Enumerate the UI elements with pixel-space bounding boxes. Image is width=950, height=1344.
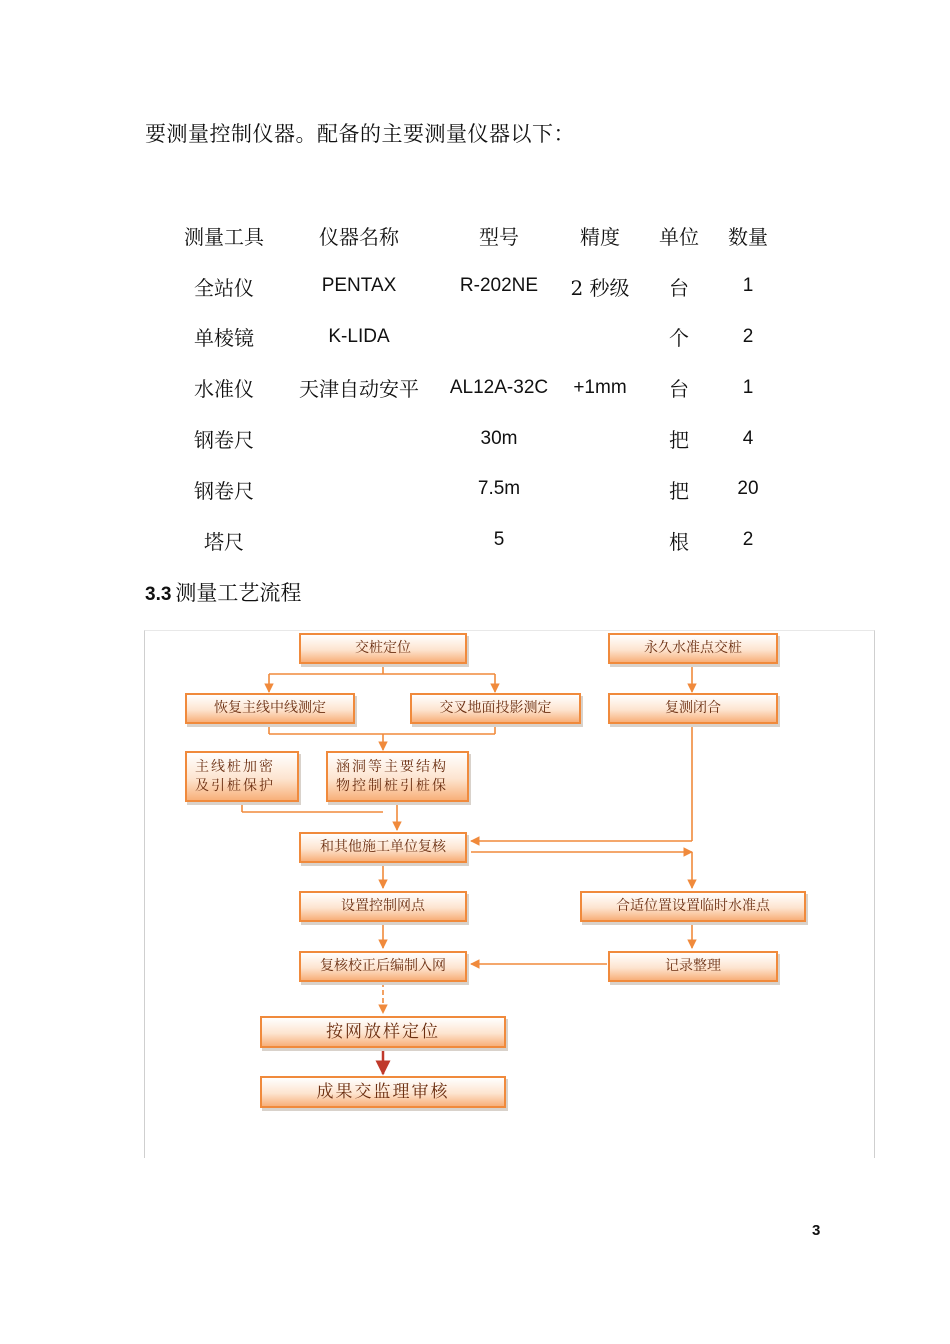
node-label: 交叉地面投影测定 [439,700,552,717]
table-cell: 2 [742,325,754,347]
table-row [160,464,770,515]
table-row [160,515,770,566]
node-label: 设置控制网点 [341,898,425,915]
table-cell: 1 [742,376,754,398]
table-cell [568,413,632,464]
node-label: 按网放样定位 [326,1021,440,1042]
table-cell: 把 [669,478,689,503]
table-cell: 2 [742,529,754,551]
node-label: 合适位置设置临时水准点 [616,898,770,915]
node-label: 复测闭合 [665,700,721,717]
table-cell: 20 [737,478,759,500]
table-row [160,413,770,464]
table-row [160,312,770,363]
node-handover-stakes [299,633,467,664]
node-cross-projection [410,693,581,724]
node-resurvey-closure [608,693,778,724]
table-cell [430,312,568,363]
table-cell: 台 [669,377,689,402]
table-row [160,261,770,312]
table-cell [568,464,632,515]
page-number: 3 [812,1222,821,1239]
table-header: 单位 [659,224,699,249]
table-cell: +1mm [573,376,627,398]
node-record-organize [608,951,778,982]
node-label-line: 及引桩保护 [195,777,275,794]
table-cell [568,312,632,363]
table-cell: 2 秒级 [570,275,630,300]
table-cell [568,515,632,566]
table-cell: 台 [669,275,689,300]
section-title: 测量工艺流程 [175,581,302,605]
section-heading [145,577,301,607]
node-culvert-control [326,751,469,802]
table-header: 仪器名称 [319,224,399,249]
table-cell: K-LIDA [328,325,390,347]
node-adjust-network [299,951,467,982]
node-recheck-other-units [299,832,467,863]
section-number: 3.3 [145,584,172,605]
table-cell: 钢卷尺 [194,428,254,453]
instrument-table [160,210,770,566]
table-header-row [160,210,770,261]
node-mainline-densify [185,751,299,802]
table-cell: R-202NE [459,275,539,297]
table-header: 型号 [479,224,519,249]
table-header: 数量 [728,224,768,249]
flowchart [144,630,874,1157]
table-cell [288,464,430,515]
table-cell: PENTAX [321,275,397,297]
intro-paragraph: 要测量控制仪器。配备的主要测量仪器以下： [145,122,575,146]
node-control-network [299,891,467,922]
table-cell [288,413,430,464]
node-review [260,1076,506,1108]
table-cell [288,515,430,566]
table-cell: 水准仪 [194,377,254,402]
node-label: 复核校正后编制入网 [320,958,446,975]
node-label-line: 主线桩加密 [195,758,275,775]
table-header: 测量工具 [184,224,264,249]
table-cell: 5 [493,529,505,551]
node-label: 交桩定位 [355,640,411,657]
table-cell: AL12A-32C [449,376,549,398]
table-cell: 单棱镜 [194,326,254,351]
table-cell: 全站仪 [194,275,254,300]
node-label-line: 物控制桩引桩保 [336,777,448,794]
node-label: 永久水准点交桩 [644,640,742,657]
table-header: 精度 [580,224,620,249]
node-label: 恢复主线中线测定 [214,700,326,717]
table-cell: 30m [480,427,518,449]
table-cell: 天津自动安平 [299,377,419,402]
table-cell: 4 [742,427,754,449]
table-cell: 1 [742,275,754,297]
table-row [160,362,770,413]
node-label-line: 涵洞等主要结构 [336,758,448,775]
table-cell: 塔尺 [204,529,244,554]
table-cell: 根 [669,529,689,554]
node-temp-benchmark [580,891,806,922]
node-label: 成果交监理审核 [316,1081,450,1102]
table-cell: 把 [669,428,689,453]
table-cell: 个 [669,326,689,351]
table-cell: 钢卷尺 [194,478,254,503]
node-permanent-benchmark [608,633,778,664]
node-label: 和其他施工单位复核 [320,839,446,856]
table-cell: 7.5m [477,478,521,500]
node-restore-centerline [185,693,355,724]
node-label: 记录整理 [665,958,721,975]
node-stakeout [260,1016,506,1048]
